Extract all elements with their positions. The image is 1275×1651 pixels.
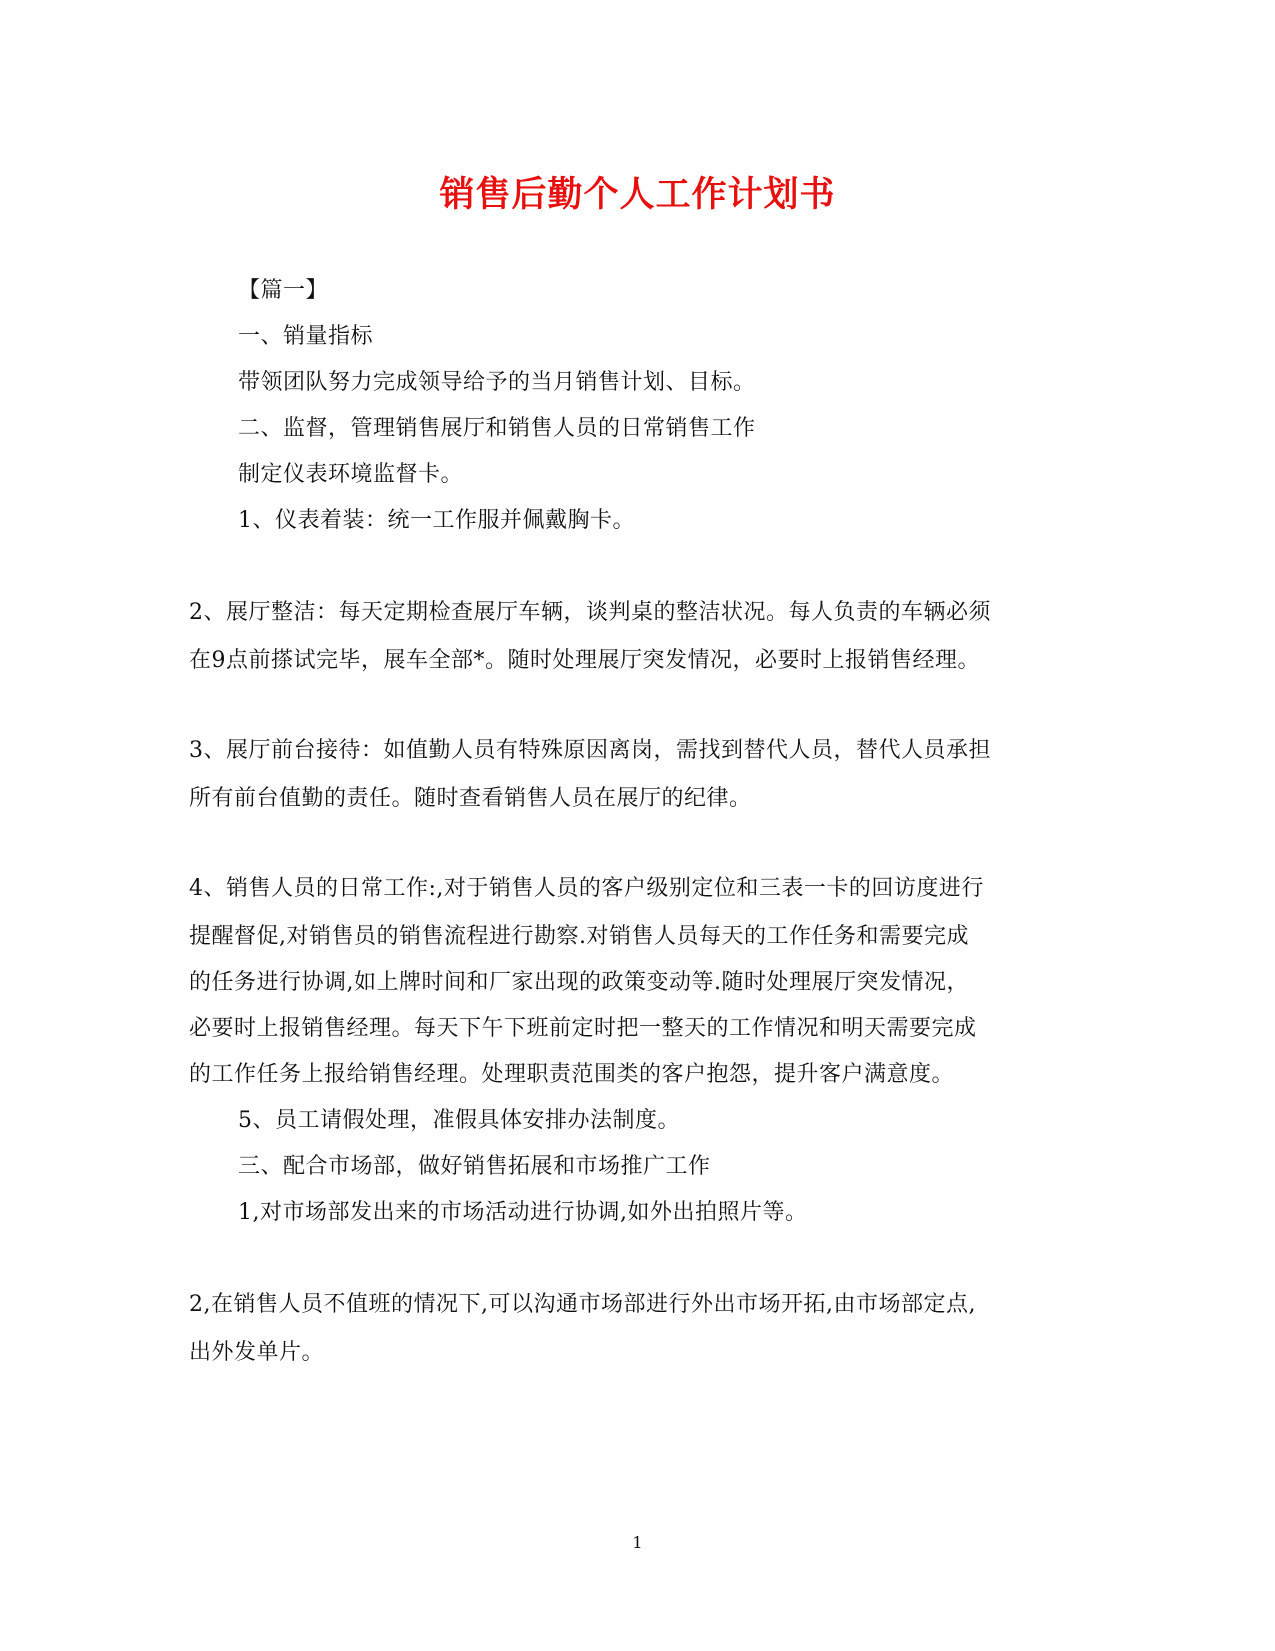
list-item-5: 5、员工请假处理，准假具体安排办法制度。 (238, 1108, 680, 1133)
marketing-item-1: 1,对市场部发出来的市场活动进行协调,如外出拍照片等。 (238, 1200, 808, 1225)
list-item-3: 3、展厅前台接待：如值勤人员有特殊原因离岗，需找到替代人员，替代人员承担 (189, 738, 991, 763)
paragraph-line: 带领团队努力完成领导给予的当月销售计划、目标。 (238, 370, 756, 395)
heading-sales-target: 一、销量指标 (238, 324, 374, 349)
document-title: 销售后勤个人工作计划书 (439, 174, 836, 215)
list-item-4-cont: 的任务进行协调,如上牌时间和厂家出现的政策变动等.随时处理展厅突发情况， (189, 970, 969, 995)
list-item-1: 1、仪表着装：统一工作服并佩戴胸卡。 (238, 508, 635, 533)
paragraph-line: 制定仪表环境监督卡。 (238, 462, 464, 487)
section-label: 【篇一】 (238, 278, 329, 303)
marketing-item-2: 2,在销售人员不值班的情况下,可以沟通市场部进行外出市场开拓,由市场部定点, (189, 1292, 976, 1317)
list-item-4-cont: 的工作任务上报给销售经理。处理职责范围类的客户抱怨，提升客户满意度。 (189, 1062, 955, 1087)
heading-supervision: 二、监督，管理销售展厅和销售人员的日常销售工作 (238, 416, 756, 441)
heading-marketing: 三、配合市场部，做好销售拓展和市场推广工作 (238, 1154, 711, 1179)
list-item-4-cont: 必要时上报销售经理。每天下午下班前定时把一整天的工作情况和明天需要完成 (189, 1016, 977, 1041)
marketing-item-2-cont: 出外发单片。 (189, 1340, 325, 1365)
list-item-4: 4、销售人员的日常工作:,对于销售人员的客户级别定位和三表一卡的回访度进行 (189, 876, 984, 901)
list-item-2-cont: 在9点前搽试完毕，展车全部*。随时处理展厅突发情况，必要时上报销售经理。 (189, 648, 980, 673)
list-item-3-cont: 所有前台值勤的责任。随时查看销售人员在展厅的纪律。 (189, 786, 752, 811)
list-item-2: 2、展厅整洁：每天定期检查展厅车辆，谈判桌的整洁状况。每人负责的车辆必须 (189, 600, 991, 625)
page-number: 1 (632, 1533, 643, 1552)
list-item-4-cont: 提醒督促,对销售员的销售流程进行勘察.对销售人员每天的工作任务和需要完成 (189, 924, 969, 949)
